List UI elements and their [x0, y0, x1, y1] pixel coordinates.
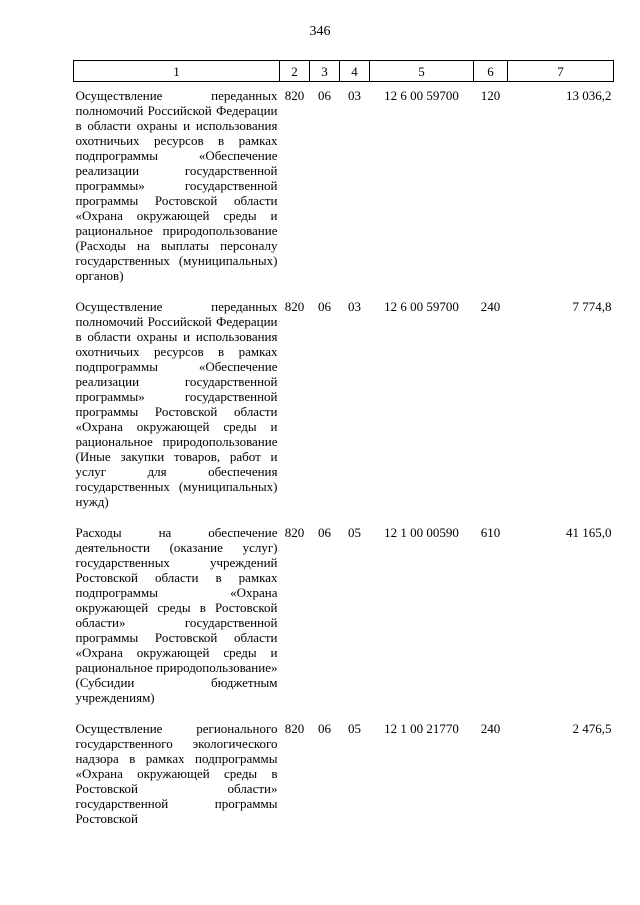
- header-col-7: 7: [508, 61, 614, 82]
- header-col-1: 1: [74, 61, 280, 82]
- row-description: Осуществление переданных полномочий Российской Федерации в области охраны и использования охотничьих ресурсов в рамках подпрограммы «Обеспечение реализации государственной программы» государственной программы Ростовской области «Охрана окружающей среды и рациональное природопользование (Расходы на выплаты персоналу государственных (муниципальных) органов): [75, 88, 278, 283]
- row-amount: 2 476,5: [572, 721, 612, 736]
- row-target-article: 12 6 00 59700: [384, 88, 459, 103]
- row-section-code: 06: [318, 721, 331, 736]
- table-row: [74, 519, 614, 715]
- row-amount: 7 774,8: [572, 299, 612, 314]
- header-col-3: 3: [310, 61, 340, 82]
- row-amount: 41 165,0: [566, 525, 612, 540]
- page-number: 346: [309, 24, 331, 39]
- header-col-2: 2: [280, 61, 310, 82]
- row-amount: 13 036,2: [566, 88, 612, 103]
- row-description: Осуществление регионального государственного экологического надзора в рамках подпрограммы «Охрана окружающей среды в Ростовской области» государственной программы Ростовской: [75, 721, 278, 826]
- row-subsection-code: 05: [348, 721, 361, 736]
- row-description: Осуществление переданных полномочий Российской Федерации в области охраны и использования охотничьих ресурсов в рамках подпрограммы «Обеспечение реализации государственной программы» государственной программы Ростовской области «Охрана окружающей среды и рациональное природопользование (Иные закупки товаров, работ и услуг для обеспечения государственных (муниципальных) нужд): [75, 299, 278, 509]
- row-section-code: 06: [318, 525, 331, 540]
- row-subsection-code: 03: [348, 299, 361, 314]
- row-expense-type: 120: [480, 88, 501, 103]
- row-ministry-code: 820: [284, 299, 305, 314]
- row-description: Расходы на обеспечение деятельности (оказание услуг) государственных учреждений Ростовской области в рамках подпрограммы «Охрана окружающей среды в Ростовской области» государственной программы Ростовской области «Охрана окружающей среды и рациональное природопользование» (Субсидии бюджетным учреждениям): [75, 525, 278, 705]
- header-col-6: 6: [474, 61, 508, 82]
- table-row: [74, 715, 614, 836]
- row-subsection-code: 05: [348, 525, 361, 540]
- row-target-article: 12 1 00 00590: [384, 525, 459, 540]
- header-row: [74, 61, 614, 82]
- row-ministry-code: 820: [284, 721, 305, 736]
- row-target-article: 12 6 00 59700: [384, 299, 459, 314]
- row-target-article: 12 1 00 21770: [384, 721, 459, 736]
- row-expense-type: 240: [480, 721, 501, 736]
- row-section-code: 06: [318, 299, 331, 314]
- row-ministry-code: 820: [284, 88, 305, 103]
- row-section-code: 06: [318, 88, 331, 103]
- row-subsection-code: 03: [348, 88, 361, 103]
- row-ministry-code: 820: [284, 525, 305, 540]
- table-row: [74, 293, 614, 519]
- table-row: [74, 82, 614, 294]
- header-col-4: 4: [340, 61, 370, 82]
- row-expense-type: 240: [480, 299, 501, 314]
- row-expense-type: 610: [480, 525, 501, 540]
- header-col-5: 5: [370, 61, 474, 82]
- budget-table: [73, 60, 614, 836]
